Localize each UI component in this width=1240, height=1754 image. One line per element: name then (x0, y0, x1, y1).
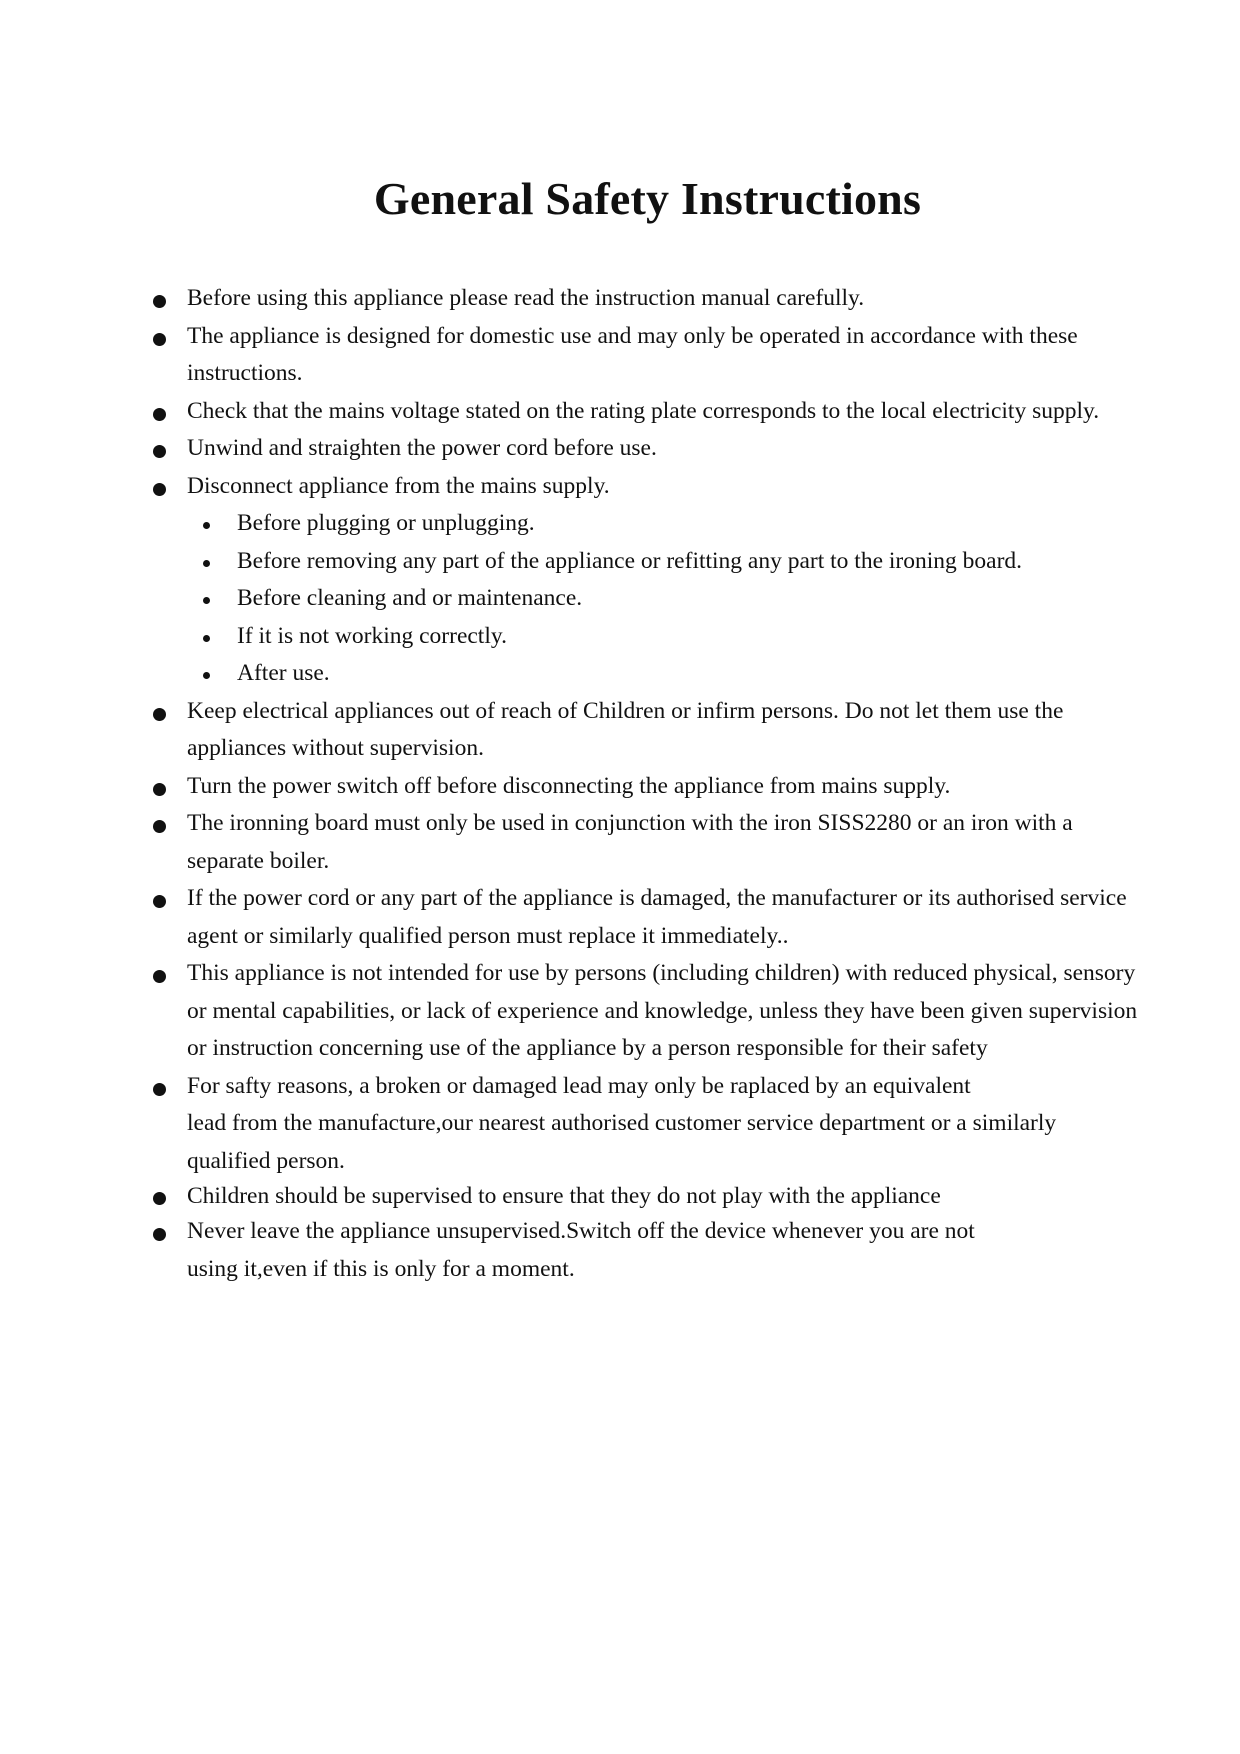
list-item (0, 280, 1240, 318)
sublist-item (0, 580, 1240, 618)
small-bullet-icon (203, 672, 210, 679)
sublist-item-text: If it is not working correctly. (237, 622, 507, 649)
sublist-item-text: Before cleaning and or maintenance. (237, 585, 583, 611)
safety-instructions-list (0, 280, 1240, 1288)
bullet-icon (153, 970, 166, 983)
list-item-text: using it,even if this is only for a moment. (187, 1255, 575, 1282)
bullet-icon (153, 445, 166, 458)
list-item-text: Keep electrical appliances out of reach of Children or infirm persons. Do not let them use the appliances without supervision. (187, 697, 1064, 761)
list-item-text: Before using this appliance please read the instruction manual carefully. (187, 285, 865, 311)
list-item-text: Disconnect appliance from the mains supply. (187, 472, 610, 499)
bullet-icon (153, 783, 166, 796)
list-item (0, 393, 1240, 431)
list-item-text: The ironning board must only be used in conjunction with the iron SISS2280 or an iron with a separate boiler. (187, 810, 1073, 874)
bullet-icon (153, 1192, 166, 1205)
list-item-text: Never leave the appliance unsupervised.Switch off the device whenever you are not (187, 1218, 975, 1244)
list-item-text: Unwind and straighten the power cord before use. (187, 435, 657, 461)
bullet-icon (153, 1083, 166, 1096)
bullet-icon (153, 483, 166, 496)
list-item (0, 1213, 1240, 1288)
list-item (0, 693, 1240, 768)
list-item-text: This appliance is not intended for use by persons (including children) with reduced physical, sensory or mental capabilities, or lack of experience and knowledge, unless they have been given supervision or instruction concerning use of the appliance by a person responsible for their safety (187, 960, 1138, 1061)
small-bullet-icon (203, 635, 210, 642)
page-title: General Safety Instructions (373, 173, 922, 224)
sublist-item (0, 543, 1240, 581)
sublist-item-text: Before plugging or unplugging. (237, 510, 535, 536)
list-item (0, 430, 1240, 468)
bullet-icon (153, 1228, 166, 1241)
list-item (0, 468, 1240, 506)
list-item (0, 768, 1240, 806)
bullet-icon (153, 708, 166, 721)
bullet-icon (153, 408, 166, 421)
bullet-icon (153, 295, 166, 308)
disconnect-subitems (0, 505, 1240, 693)
list-item-text: Children should be supervised to ensure that they do not play with the appliance (187, 1183, 941, 1209)
bullet-icon (153, 333, 166, 346)
list-item (0, 955, 1240, 1068)
list-item-text: The appliance is designed for domestic use and may only be operated in accordance with these instructions. (187, 322, 1078, 386)
small-bullet-icon (203, 522, 210, 529)
sublist-item (0, 655, 1240, 693)
list-item-text: Check that the mains voltage stated on the rating plate corresponds to the local electricity supply. (187, 397, 1100, 424)
sublist-item-text: Before removing any part of the appliance or refitting any part to the ironing board. (237, 547, 1023, 574)
bullet-icon (153, 820, 166, 833)
list-item (0, 805, 1240, 880)
disconnect-sublist (0, 505, 1240, 693)
list-item-text: For safty reasons, a broken or damaged lead may only be raplaced by an equivalent (187, 1072, 971, 1099)
list-item (0, 318, 1240, 393)
list-item-text: lead from the manufacture,our nearest authorised customer service department or a similarly qualified person. (187, 1110, 1057, 1174)
sublist-item (0, 618, 1240, 656)
list-item-text: If the power cord or any part of the appliance is damaged, the manufacturer or its authorised service agent or similarly qualified person must replace it immediately.. (187, 885, 1127, 949)
sublist-item (0, 505, 1240, 543)
small-bullet-icon (203, 560, 210, 567)
list-item (0, 1180, 1240, 1213)
list-item (0, 1068, 1240, 1181)
list-item (0, 880, 1240, 955)
small-bullet-icon (203, 597, 210, 604)
sublist-item-text: After use. (237, 660, 330, 686)
bullet-icon (153, 895, 166, 908)
list-item-text: Turn the power switch off before disconnecting the appliance from mains supply. (187, 772, 951, 799)
